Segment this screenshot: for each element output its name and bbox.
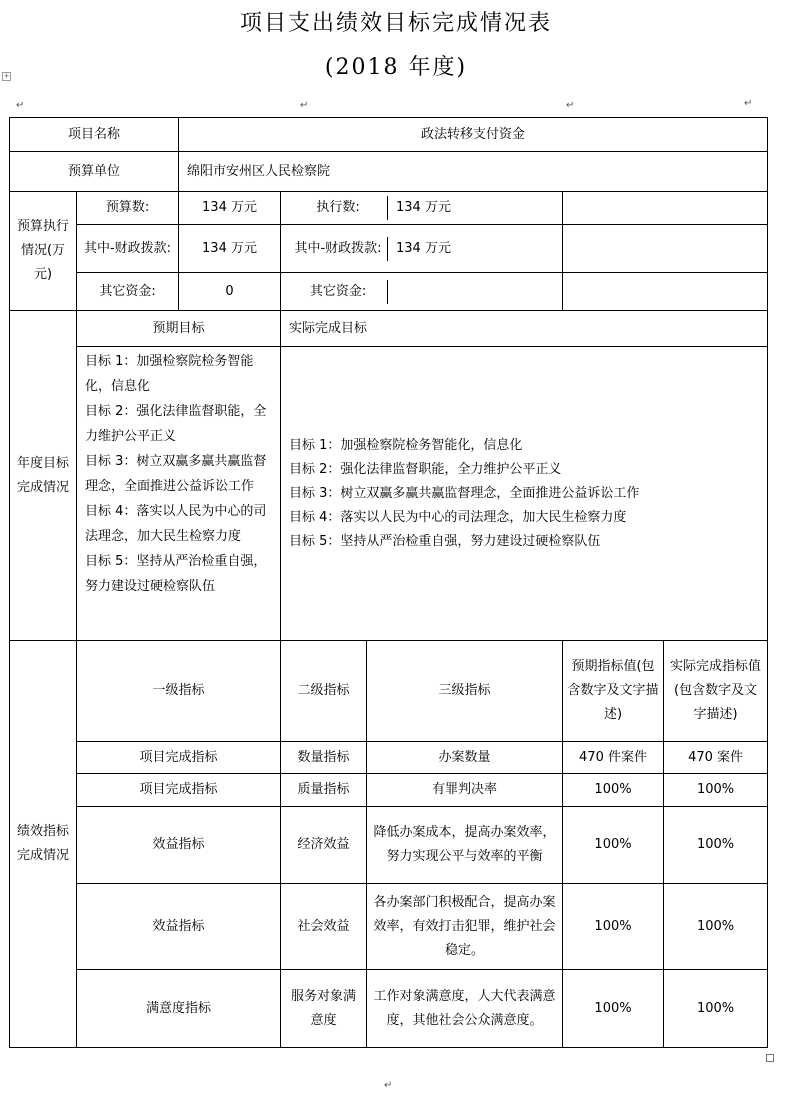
level3-cell: 降低办案成本，提高办案效率，努力实现公平与效率的平衡 [367, 807, 563, 884]
planned-goal-item: 目标 1：加强检察院检务智能化，信息化 [85, 354, 254, 394]
paragraph-mark-icon: ↵ [744, 98, 753, 109]
level3-cell: 工作对象满意度，人大代表满意度，其他社会公众满意度。 [367, 970, 563, 1048]
budget-unit-label: 预算单位 [10, 152, 179, 192]
execution-amount-value: 134 万元 [396, 200, 451, 215]
table-row [10, 192, 768, 225]
actual-value-header: 实际完成指标值(包含数字及文字描述) [664, 641, 768, 742]
fiscal-exec-label: 其中-财政拨款: [289, 237, 388, 261]
budget-unit-value: 绵阳市安州区人民检察院 [179, 152, 768, 192]
budget-amount-label: 预算数: [77, 192, 179, 225]
actual-goal-item: 目标 2：强化法律监督职能，全力维护公平正义 [289, 461, 562, 477]
level3-cell: 有罪判决率 [367, 774, 563, 807]
table-anchor-icon[interactable]: + [3, 72, 10, 80]
performance-table [9, 117, 768, 1048]
project-name-label: 项目名称 [10, 118, 179, 152]
level2-cell: 服务对象满意度 [281, 970, 367, 1048]
actual-goal-item: 目标 5：坚持从严治检重自强，努力建设过硬检察队伍 [289, 533, 601, 549]
level2-header: 二级指标 [281, 641, 367, 742]
table-row [10, 152, 768, 192]
actual-value-cell: 100% [664, 774, 768, 807]
actual-goal-item: 目标 4：落实以人民为中心的司法理念，加大民生检察力度 [289, 509, 627, 525]
table-row [10, 774, 768, 807]
table-resize-handle[interactable] [766, 1054, 774, 1062]
annual-goals-section-label: 年度目标完成情况 [10, 311, 77, 641]
actual-value-cell: 470 案件 [664, 742, 768, 774]
page-subtitle-year: (2018 年度) [324, 55, 468, 80]
actual-value-cell: 100% [664, 884, 768, 970]
budget-execution-section-label: 预算执行情况(万元) [10, 192, 77, 311]
fiscal-budget-value: 134 万元 [179, 225, 281, 273]
paragraph-mark-icon: ↵ [300, 100, 309, 111]
table-row [10, 347, 768, 641]
planned-goals-list [77, 347, 281, 641]
level3-cell: 办案数量 [367, 742, 563, 774]
planned-goal-item: 目标 5：坚持从严治检重自强，努力建设过硬检察队伍 [85, 554, 267, 594]
actual-goals-header: 实际完成目标 [281, 311, 768, 347]
expected-value-cell: 100% [563, 970, 664, 1048]
table-row [10, 311, 768, 347]
table-row [10, 641, 768, 742]
other-funds-budget-value: 0 [179, 273, 281, 311]
level1-cell: 效益指标 [77, 807, 281, 884]
expected-value-cell: 100% [563, 774, 664, 807]
level2-cell: 经济效益 [281, 807, 367, 884]
level1-cell: 满意度指标 [77, 970, 281, 1048]
level1-cell: 效益指标 [77, 884, 281, 970]
table-row [10, 118, 768, 152]
planned-goals-header: 预期目标 [77, 311, 281, 347]
fiscal-budget-label: 其中-财政拨款: [77, 225, 179, 273]
page-title: 项目支出绩效目标完成情况表 [239, 11, 552, 36]
planned-goal-item: 目标 2：强化法律监督职能，全力维护公平正义 [85, 404, 267, 444]
planned-goal-item: 目标 3：树立双赢多赢共赢监督理念，全面推进公益诉讼工作 [85, 454, 267, 494]
planned-goal-item: 目标 4：落实以人民为中心的司法理念，加大民生检察力度 [85, 504, 267, 544]
level2-cell: 数量指标 [281, 742, 367, 774]
execution-amount-label: 执行数: [289, 196, 388, 220]
paragraph-mark-icon: ↵ [16, 100, 25, 111]
level1-cell: 项目完成指标 [77, 742, 281, 774]
level3-header: 三级指标 [367, 641, 563, 742]
actual-value-cell: 100% [664, 807, 768, 884]
other-funds-exec-label: 其它资金: [289, 280, 388, 304]
table-row [10, 884, 768, 970]
fiscal-exec-value: 134 万元 [396, 240, 451, 256]
other-funds-exec-value [388, 280, 559, 304]
level3-cell: 各办案部门积极配合，提高办案效率，有效打击犯罪，维护社会稳定。 [367, 884, 563, 970]
level2-cell: 质量指标 [281, 774, 367, 807]
level2-cell: 社会效益 [281, 884, 367, 970]
paragraph-mark-icon: ↵ [566, 100, 575, 111]
budget-amount-value: 134 万元 [179, 192, 281, 225]
level1-header: 一级指标 [77, 641, 281, 742]
project-name-value: 政法转移支付资金 [179, 118, 768, 152]
table-row [10, 742, 768, 774]
actual-goal-item: 目标 3：树立双赢多赢共赢监督理念，全面推进公益诉讼工作 [289, 485, 640, 501]
table-row [10, 970, 768, 1048]
table-row [10, 225, 768, 273]
table-row [10, 807, 768, 884]
expected-value-cell: 100% [563, 807, 664, 884]
paragraph-mark-icon: ↵ [384, 1080, 393, 1091]
level1-cell: 项目完成指标 [77, 774, 281, 807]
performance-section-label: 绩效指标完成情况 [10, 641, 77, 1048]
expected-value-cell: 470 件案件 [563, 742, 664, 774]
other-funds-label: 其它资金: [77, 273, 179, 311]
table-row [10, 273, 768, 311]
actual-goals-list [281, 347, 768, 641]
actual-goal-item: 目标 1：加强检察院检务智能化，信息化 [289, 437, 523, 453]
expected-value-header: 预期指标值(包含数字及文字描述) [563, 641, 664, 742]
actual-value-cell: 100% [664, 970, 768, 1048]
expected-value-cell: 100% [563, 884, 664, 970]
